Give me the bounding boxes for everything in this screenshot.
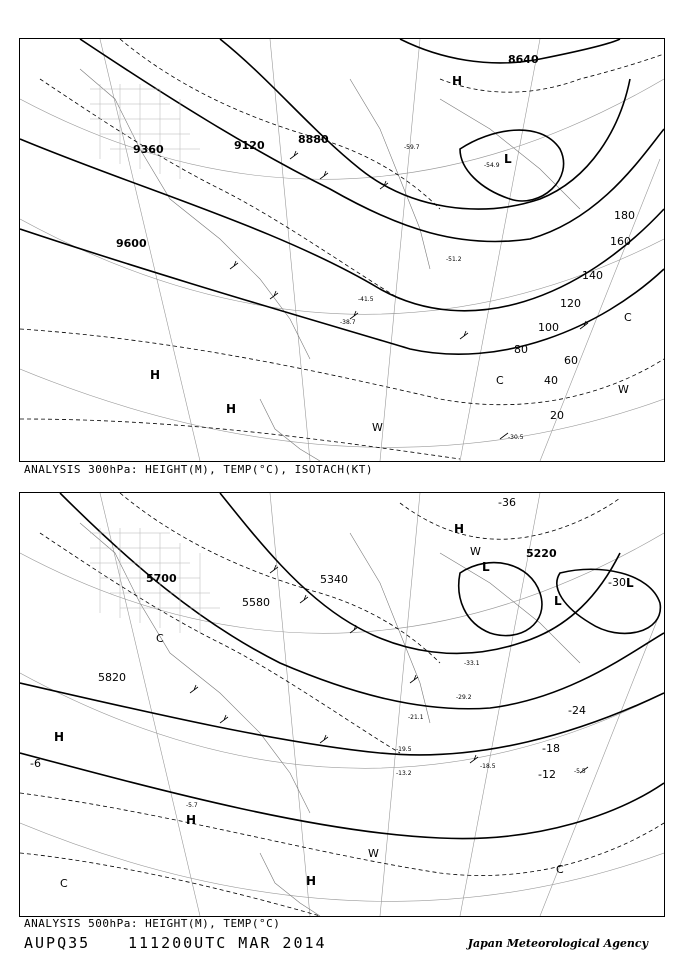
high-pressure-marker: H — [54, 730, 65, 744]
height-label-5700: 5700 — [146, 572, 177, 585]
high-pressure-marker: H — [454, 522, 465, 536]
temp-label-minus-12: -12 — [538, 768, 556, 781]
low-pressure-marker: L — [482, 560, 490, 574]
height-label-5220: 5220 — [526, 547, 557, 560]
temp-label-3: -51.2 — [446, 256, 462, 263]
high-pressure-marker: H — [150, 368, 161, 382]
height-label-5340: 5340 — [320, 573, 348, 586]
temp-label-1: -38.7 — [340, 319, 356, 326]
isotach-label-40: 40 — [544, 374, 558, 387]
temp-label-minus-30: -30 — [608, 576, 626, 589]
height-label-8640: 8640 — [508, 53, 539, 66]
temp-label-4: -54.9 — [484, 162, 500, 169]
isotach-label-160: 160 — [610, 235, 631, 248]
height-label-9120: 9120 — [234, 139, 265, 152]
chart-300hpa — [19, 38, 665, 462]
high-pressure-marker: H — [186, 813, 197, 827]
obs-label-3: -13.2 — [396, 770, 412, 777]
height-label-5820: 5820 — [98, 671, 126, 684]
height-label-8880: 8880 — [298, 133, 329, 146]
height-label-9600: 9600 — [116, 237, 147, 250]
isotach-label-180: 180 — [614, 209, 635, 222]
obs-label-2: -18.5 — [480, 763, 496, 770]
isotach-label-20: 20 — [550, 409, 564, 422]
cold-marker: C — [60, 877, 68, 890]
cold-marker: C — [624, 311, 632, 324]
high-pressure-marker: H — [306, 874, 317, 888]
agency-name: Japan Meteorological Agency — [467, 937, 648, 950]
cold-marker: C — [496, 374, 504, 387]
height-label-9360: 9360 — [133, 143, 164, 156]
cold-marker: C — [556, 863, 564, 876]
warm-marker: W — [368, 847, 379, 860]
warm-marker: W — [372, 421, 383, 434]
chart-300hpa-map — [20, 39, 664, 461]
isotach-label-100: 100 — [538, 321, 559, 334]
caption-300hpa: ANALYSIS 300hPa: HEIGHT(M), TEMP(°C), ISOTACH(KT) — [24, 463, 374, 476]
temp-label-5: -59.7 — [404, 144, 420, 151]
high-pressure-marker: H — [452, 74, 463, 88]
coastline — [80, 69, 580, 461]
valid-time: 111200UTC MAR 2014 — [128, 934, 327, 952]
warm-marker: W — [470, 545, 481, 558]
chart-500hpa-map — [20, 493, 664, 916]
isotach-label-60: 60 — [564, 354, 578, 367]
height-contours — [20, 493, 664, 839]
low-pressure-marker: L — [504, 152, 512, 166]
obs-label-7: -5.7 — [186, 802, 198, 809]
chart-500hpa — [19, 492, 665, 917]
obs-label-5: -29.2 — [456, 694, 472, 701]
temp-label-minus-24: -24 — [568, 704, 586, 717]
chart-code: AUPQ35 — [24, 934, 91, 952]
isotach-label-140: 140 — [582, 269, 603, 282]
isotach-label-120: 120 — [560, 297, 581, 310]
obs-label-0: -5.5 — [574, 768, 586, 775]
obs-label-6: -33.1 — [464, 660, 480, 667]
low-pressure-marker: L — [626, 576, 634, 590]
high-pressure-marker: H — [226, 402, 237, 416]
cold-marker: C — [156, 632, 164, 645]
jet-stipple — [90, 84, 200, 179]
temp-label-minus-36: -36 — [498, 496, 516, 509]
temp-label-2: -41.5 — [358, 296, 374, 303]
warm-marker: W — [618, 383, 629, 396]
temp-label-minus-18: -18 — [542, 742, 560, 755]
height-label-5580: 5580 — [242, 596, 270, 609]
obs-label-4: -21.1 — [408, 714, 424, 721]
temp-label-minus-6: -6 — [30, 757, 41, 770]
temp-label-0: -30.5 — [508, 434, 524, 441]
wind-barbs — [230, 151, 588, 439]
caption-500hpa: ANALYSIS 500hPa: HEIGHT(M), TEMP(°C) — [24, 917, 281, 930]
obs-label-1: -19.5 — [396, 746, 412, 753]
isotach-label-80: 80 — [514, 343, 528, 356]
low-pressure-marker: L — [554, 594, 562, 608]
